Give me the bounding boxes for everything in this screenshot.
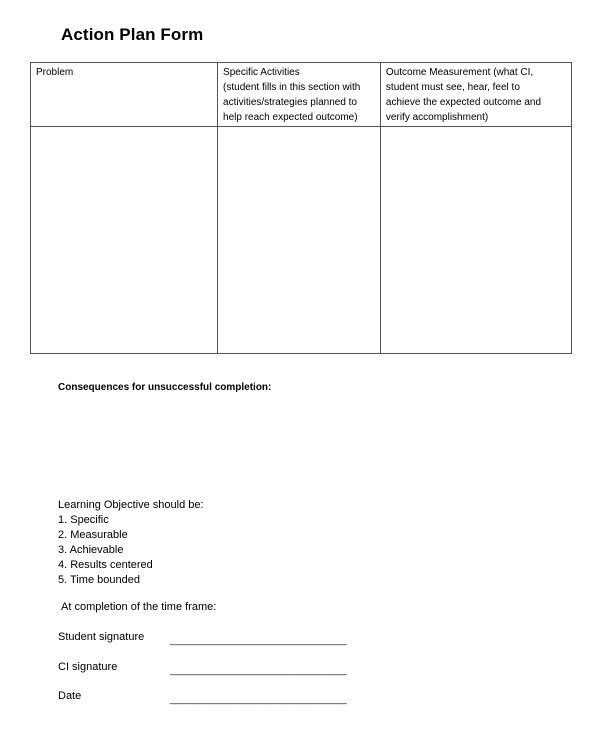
header-line: achieve the expected outcome and — [385, 97, 542, 108]
ci-signature-line[interactable]: ________________________________________ — [170, 665, 347, 675]
date-line[interactable]: ________________________________________ — [170, 694, 347, 704]
completion-label: At completion of the time frame: — [61, 601, 217, 613]
learning-objective-section — [58, 498, 204, 588]
consequences-label: Consequences for unsuccessful completion: — [58, 382, 272, 393]
header-line: Problem — [36, 67, 74, 78]
learning-objective-heading: Learning Objective should be: — [58, 499, 204, 511]
activities-entry-cell[interactable] — [218, 127, 381, 354]
page-title: Action Plan Form — [61, 25, 204, 44]
date-label: Date — [58, 690, 82, 702]
header-line: student must see, hear, feel to — [385, 82, 520, 93]
table-header-row — [31, 63, 572, 127]
student-signature-line[interactable]: ________________________________________ — [170, 635, 347, 645]
action-plan-table — [30, 62, 572, 354]
list-item: 5. Time bounded — [58, 574, 140, 586]
ci-signature-label: CI signature — [58, 661, 118, 673]
header-line: verify accomplishment) — [385, 112, 489, 123]
header-line: (student fills in this section with — [223, 82, 361, 93]
header-line: help reach expected outcome) — [223, 112, 358, 123]
header-line: Specific Activities — [223, 67, 300, 78]
ci-signature-row — [58, 661, 378, 677]
list-item: 2. Measurable — [58, 529, 128, 541]
list-item: 3. Achievable — [58, 544, 124, 556]
problem-entry-cell[interactable] — [31, 127, 218, 354]
header-outcome-measurement — [380, 63, 571, 127]
header-line: Outcome Measurement (what CI, — [385, 67, 534, 78]
student-signature-row — [58, 631, 378, 647]
header-problem — [31, 63, 218, 127]
header-line: activities/strategies planned to — [223, 97, 357, 108]
list-item: 1. Specific — [58, 514, 109, 526]
table-entry-row — [31, 127, 572, 354]
outcome-entry-cell[interactable] — [380, 127, 571, 354]
learning-objective-list — [58, 513, 204, 588]
list-item: 4. Results centered — [58, 559, 153, 571]
date-row — [58, 690, 378, 706]
header-specific-activities — [218, 63, 381, 127]
student-signature-label: Student signature — [58, 631, 145, 643]
